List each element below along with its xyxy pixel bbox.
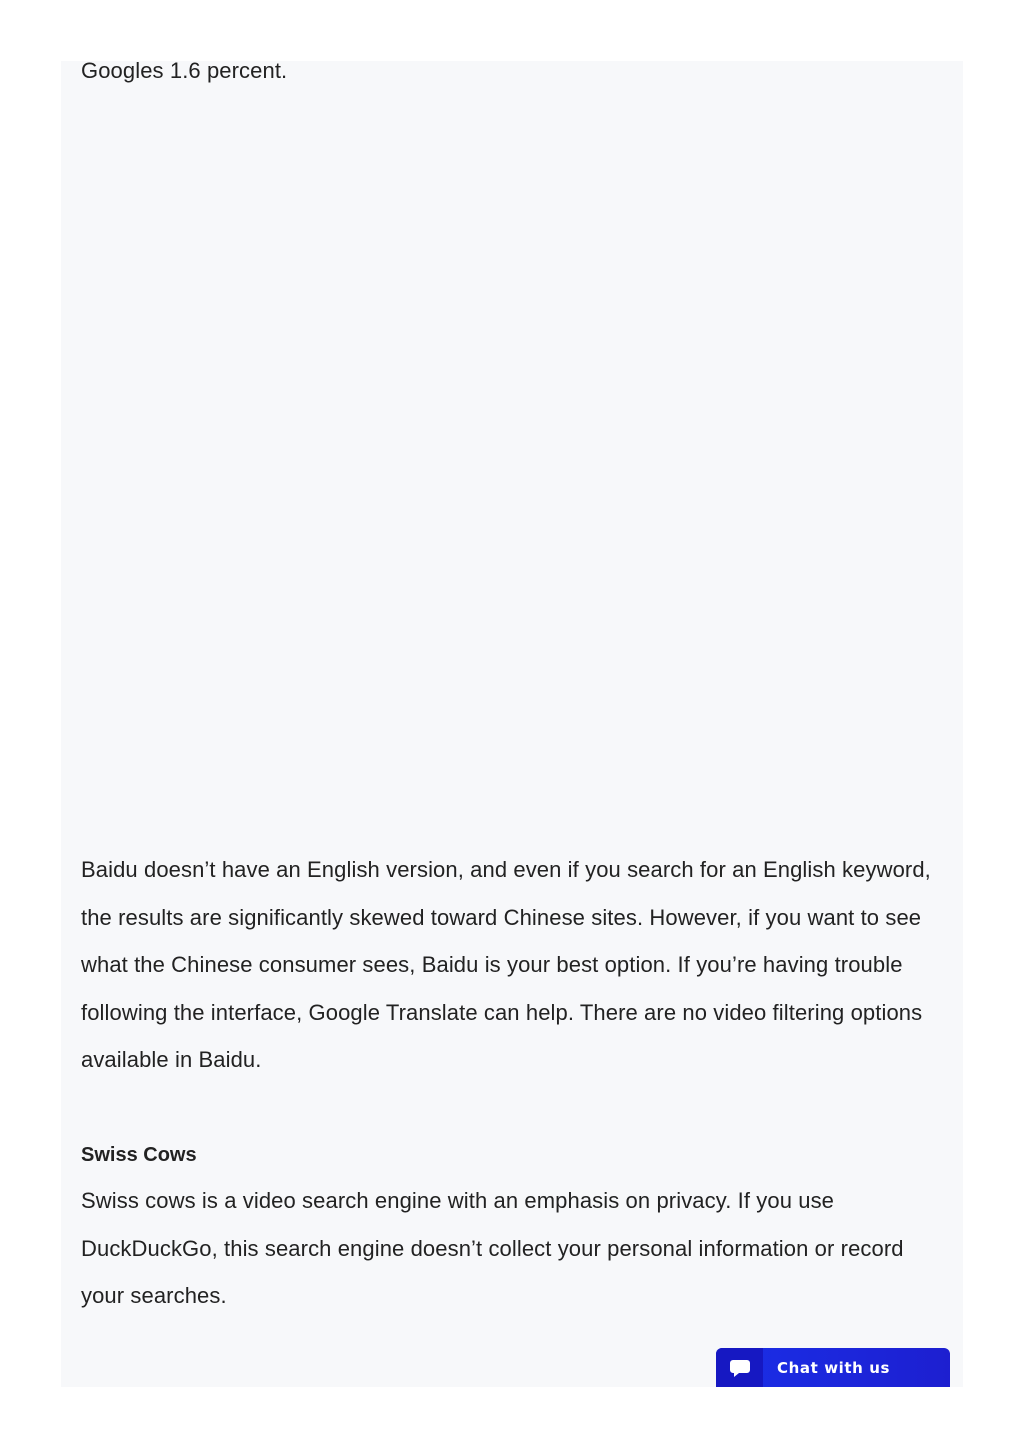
chat-bubble-icon	[729, 1357, 751, 1379]
partial-text-line: Googles 1.6 percent.	[81, 61, 288, 83]
paragraph-baidu: Baidu doesn’t have an English version, and even if you search for an English keyword, the results are significantly skewed toward Chinese sites. However, if you want to see what the Chinese consumer sees, Baidu is your best option. If you’re having trouble following the interface, Google Translate can help. There are no video filtering options available in Baidu.	[81, 857, 931, 1072]
chat-with-us-button[interactable]	[716, 1348, 950, 1387]
paragraph-swiss-cows: Swiss cows is a video search engine with an emphasis on privacy. If you use DuckDuckGo, this search engine doesn’t collect your personal information or record your searches.	[81, 1188, 904, 1308]
section-heading-swiss-cows: Swiss Cows	[81, 1144, 197, 1166]
image-placeholder	[81, 101, 943, 841]
chat-label[interactable]: Chat with us	[777, 1358, 891, 1377]
article-content-card	[61, 61, 963, 1387]
chat-icon-container[interactable]	[716, 1348, 763, 1387]
